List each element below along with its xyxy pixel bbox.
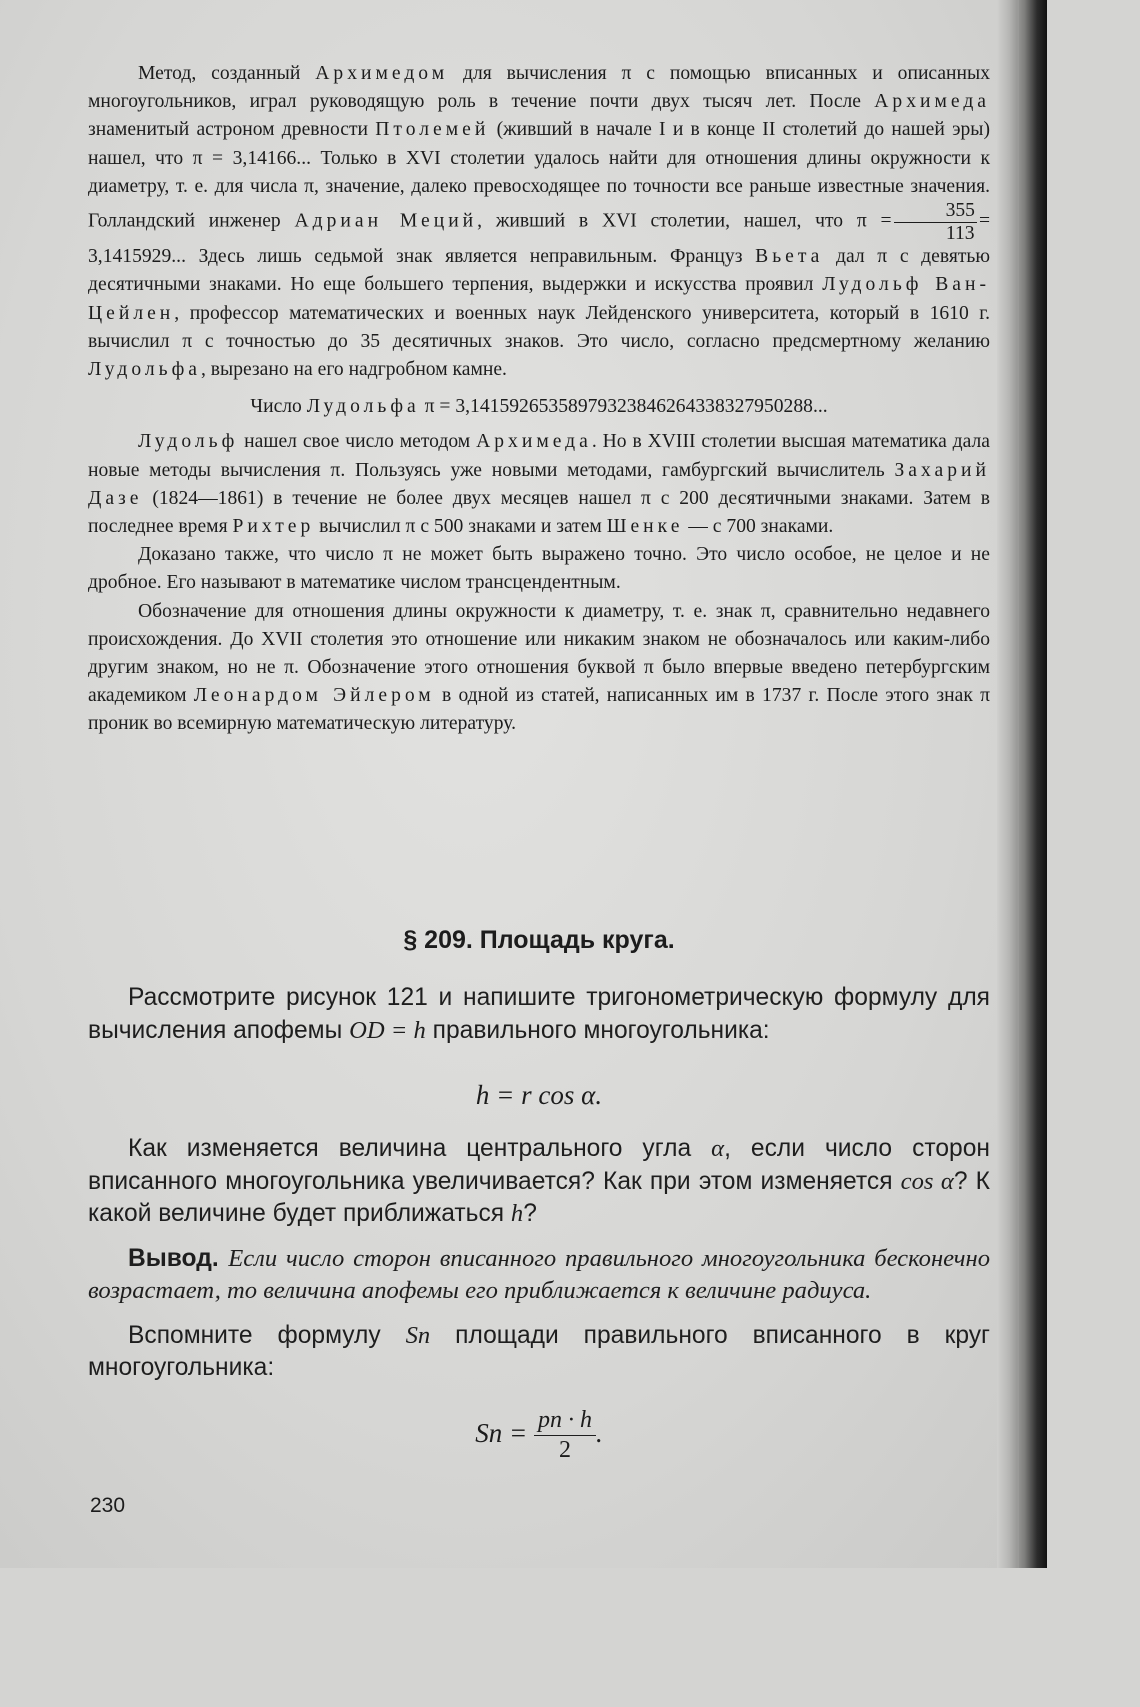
name-ludolph-full: Лудольф Ван-Цейлен (88, 274, 990, 324)
paragraph-archimedes: Метод, созданный Архимедом для вычисления π с помощью вписанных и описанных многоугольников, играл руководящую роль в течение почти двух тысяч лет. После Архимеда знаменитый астроном древности Птолемей (живший в начале I и в конце II столетий до нашей эры) нашел, что π = 3,14166... Только в XVI столетии удалось найти для отношения длины окружности к диаметру, т. е. для числа π, значение, далеко превосходящее по точности все раньше известные значения. Голландский инженер Адриан Меций, живший в XVI столетии, нашел, что π = $\frac{355}{113}$ = 3,1415929... Здесь лишь седьмой знак является неправильным. Француз Вьета дал π с девятью десятичными знаками. Но еще большего терпения, выдержки и искусства проявил Лудольф Ван-Цейлен, профессор математических и военных наук Лейденского университета, который в 1610 г. вычислил π с точностью до 35 десятичных знаков. Это число, согласно предсмертному желанию Лудольфа, вырезано на его надгробном камне. (88, 63, 991, 381)
name-viete: Вьета (755, 246, 824, 268)
name-euler: Леонардом Эйлером (193, 685, 435, 707)
conclusion-label: Вывод. (128, 1244, 219, 1272)
book-spine-shadow (997, 0, 1047, 1568)
page-number: 230 (90, 1494, 126, 1517)
area-fraction: $\frac{pn \cdot h}{2}$ (534, 1408, 596, 1463)
name-ludolph: Лудольфа (306, 396, 420, 418)
name-ptolemy: Птолемей (375, 119, 490, 141)
name-ludolpha: Лудольфа (88, 359, 201, 381)
history-text (88, 60, 990, 739)
formula-area: Sn = $\frac{pn \cdot h}{2}$ . (475, 1407, 603, 1464)
section-heading: § 209. Площадь круга. (403, 926, 675, 954)
name-metius: Адриан Меций (294, 210, 478, 232)
paragraph-notation: Обозначение для отношения длины окружности к диаметру, т. е. знак π, сравнительно недавнего происхождения. До XVII столетия это отношение или никаким знаком не обозначалось или каким-либо другим знаком, но не π. Обозначение этого отношения буквой π было впервые введено петербургским академиком Леонардом Эйлером в одной из статей, написанных им в 1737 г. После этого знак π проник во всемирную математическую литературу. (88, 600, 991, 735)
conclusion (88, 1243, 990, 1308)
name-archimeda: Архимеда (874, 91, 990, 113)
question-angle: Как изменяется величина центрального угла α, если число сторон вписанного многоугольника увеличивается? Как при этом изменяется cos α? К какой величине будет приближаться h? Вывод. Если число сторон вписанного правильного многоугольника бесконечно возрастает, то величина апофемы его приближается к величине радиуса. Вспомните формулу Sn площади правильного вписанного в круг многоугольника: (88, 1133, 990, 1397)
question-area: Вспомните формулу Sn площади правильного вписанного в круг многоугольника: (88, 1321, 990, 1381)
paragraph-ludolph: Лудольф нашел свое число методом Архимеда. Но в XVIII столетии высшая математика дала новые методы вычисления π. Пользуясь уже новыми методами, гамбургский вычислитель Захарий Дазе (1824—1861) в течение не более двух месяцев нашел π с 200 десятичными знаками. Затем в последнее время Рихтер вычислил π с 500 знаками и затем Шенке — с 700 знаками. (88, 431, 990, 538)
pi-fraction: $\frac{355}{113}$ (894, 201, 977, 243)
conclusion-text: Если число сторон вписанного правильного многоугольника бесконечно возрастает, то величина апофемы его приближается к величине радиуса. (88, 1244, 990, 1304)
ludolph-number-line: Число Лудольфа π = 3,14159265358979323846264338327950288... (250, 396, 828, 418)
name-archimedes: Архимедом (315, 63, 449, 84)
spine-edge-line (1017, 0, 1019, 1568)
paragraph-transcendental: Доказано также, что число π не может быть выражено точно. Это число особое, не целое и не дробное. Его называют в математике числом трансцендентным. (88, 544, 990, 594)
question-apothem: Рассмотрите рисунок 121 и напишите тригонометрическую формулу для вычисления апофемы OD = h правильного многоугольника: (88, 984, 990, 1044)
formula-apothem: h = r cos α. (475, 1080, 603, 1110)
